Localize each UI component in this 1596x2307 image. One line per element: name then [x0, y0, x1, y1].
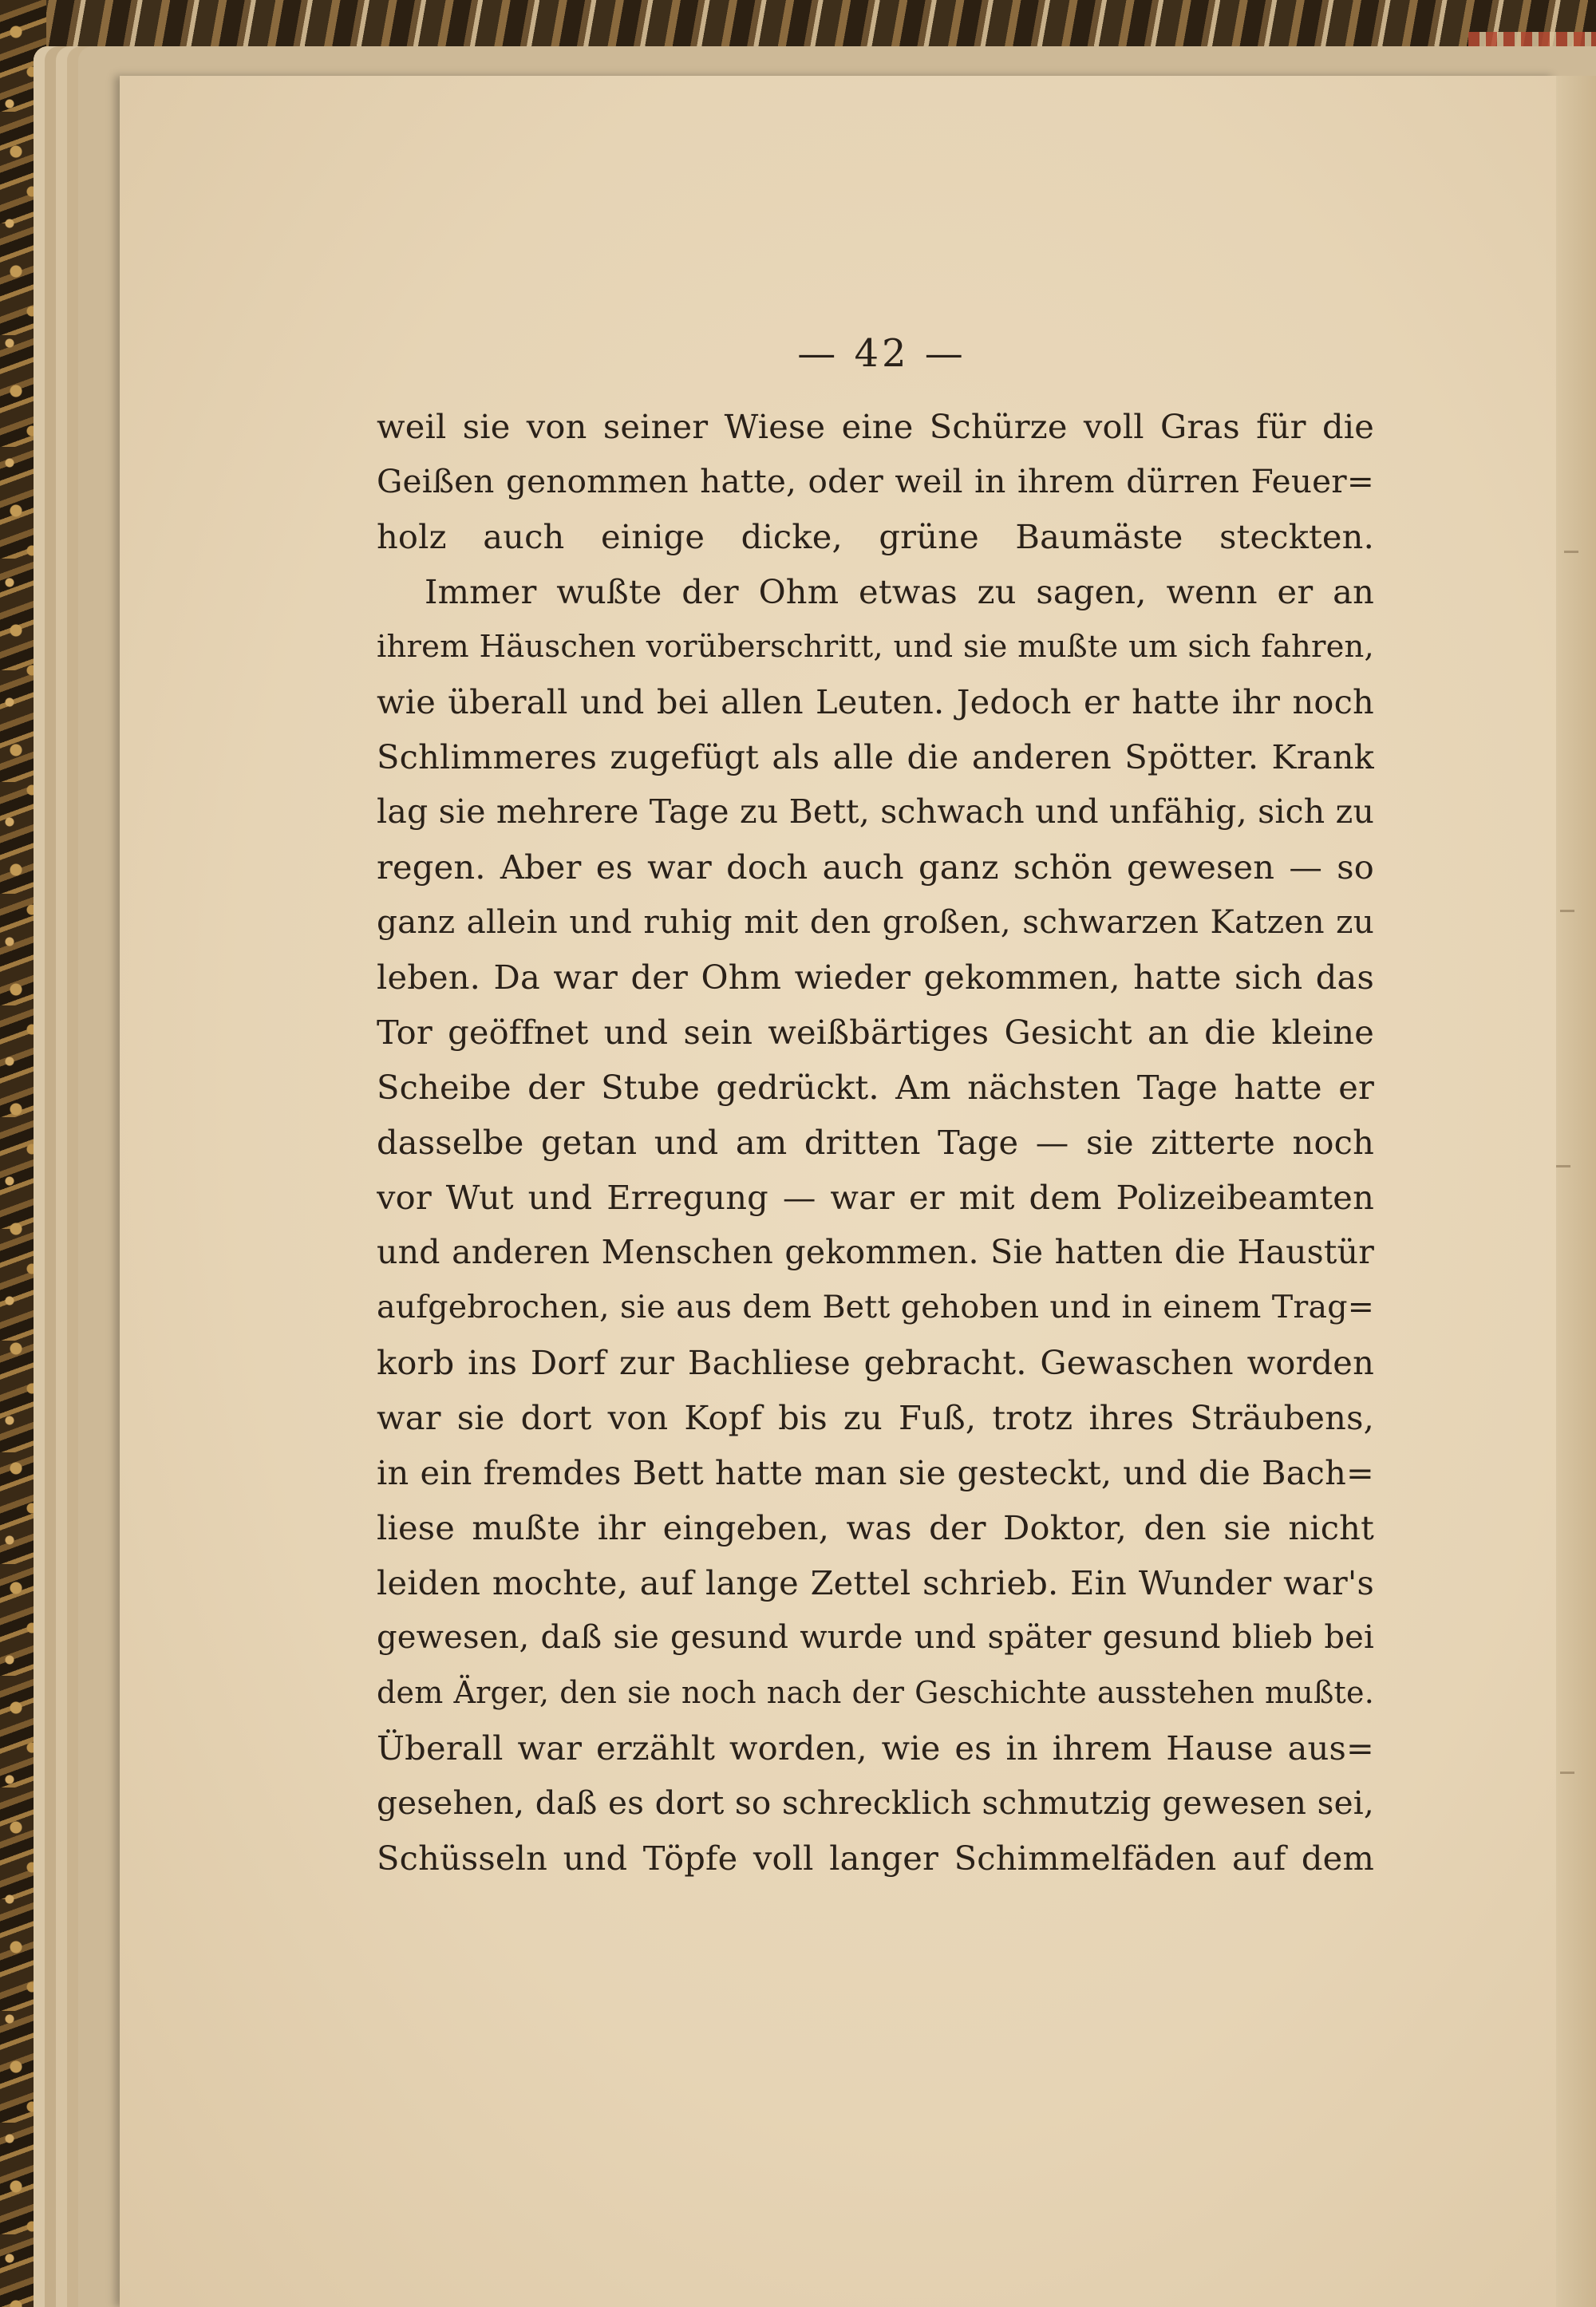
text-line: weil sie von seiner Wiese eine Schürze voll Gras für die — [377, 407, 1374, 446]
text-line: dasselbe getan und am dritten Tage — sie zitterte noch — [377, 1123, 1374, 1162]
text-line: und anderen Menschen gekommen. Sie hatten die Haustür — [377, 1233, 1374, 1271]
text-line: dem Ärger, den sie noch nach der Geschichte ausstehen mußte. — [377, 1675, 1374, 1710]
text-line: liese mußte ihr eingeben, was der Doktor, den sie nicht — [377, 1508, 1374, 1547]
text-line: in ein fremdes Bett hatte man sie gesteckt, und die Bach= — [377, 1453, 1374, 1492]
text-line: korb ins Dorf zur Bachliese gebracht. Gewaschen worden — [377, 1343, 1374, 1382]
text-line: holz auch einige dicke, grüne Baumäste steckten. — [377, 517, 1374, 556]
page-number: — 42 — — [797, 331, 966, 376]
text-line: aufgebrochen, sie aus dem Bett gehoben und in einem Trag= — [377, 1289, 1374, 1325]
text-line: lag sie mehrere Tage zu Bett, schwach und unfähig, sich zu — [377, 792, 1374, 831]
text-line: leben. Da war der Ohm wieder gekommen, hatte sich das — [377, 958, 1374, 997]
margin-mark — [1560, 910, 1574, 912]
text-line: Schlimmeres zugefügt als alle die anderen Spötter. Krank — [377, 737, 1374, 776]
margin-mark — [1560, 1772, 1574, 1774]
text-line: Überall war erzählt worden, wie es in ihrem Hause aus= — [377, 1728, 1374, 1768]
text-line: Tor geöffnet und sein weißbärtiges Gesicht an die kleine — [377, 1013, 1374, 1052]
text-line: Geißen genommen hatte, oder weil in ihrem dürren Feuer= — [377, 462, 1374, 500]
page-right-edge — [1556, 76, 1596, 2307]
text-line: gewesen, daß sie gesund wurde und später gesund blieb bei — [377, 1619, 1374, 1656]
text-line: vor Wut und Erregung — war er mit dem Polizeibeamten — [377, 1178, 1374, 1217]
margin-mark — [1556, 1165, 1570, 1167]
margin-mark — [1564, 551, 1578, 553]
text-line: leiden mochte, auf lange Zettel schrieb. Ein Wunder war's — [377, 1563, 1374, 1602]
text-line: ganz allein und ruhig mit den großen, schwarzen Katzen zu — [377, 903, 1374, 941]
text-line: war sie dort von Kopf bis zu Fuß, trotz ihres Sträubens, — [377, 1398, 1374, 1437]
text-line: ihrem Häuschen vorüberschritt, und sie mußte um sich fahren, — [377, 629, 1374, 665]
body-text — [377, 399, 1374, 1886]
text-line: Schüsseln und Töpfe voll langer Schimmelfäden auf dem — [377, 1839, 1374, 1878]
text-line: regen. Aber es war doch auch ganz schön gewesen — so — [377, 847, 1374, 887]
text-line: Scheibe der Stube gedrückt. Am nächsten Tage hatte er — [377, 1068, 1374, 1107]
text-line: Immer wußte der Ohm etwas zu sagen, wenn er an — [425, 572, 1374, 611]
text-line: gesehen, daß es dort so schrecklich schmutzig gewesen sei, — [377, 1784, 1374, 1822]
text-line: wie überall und bei allen Leuten. Jedoch er hatte ihr noch — [377, 682, 1374, 721]
